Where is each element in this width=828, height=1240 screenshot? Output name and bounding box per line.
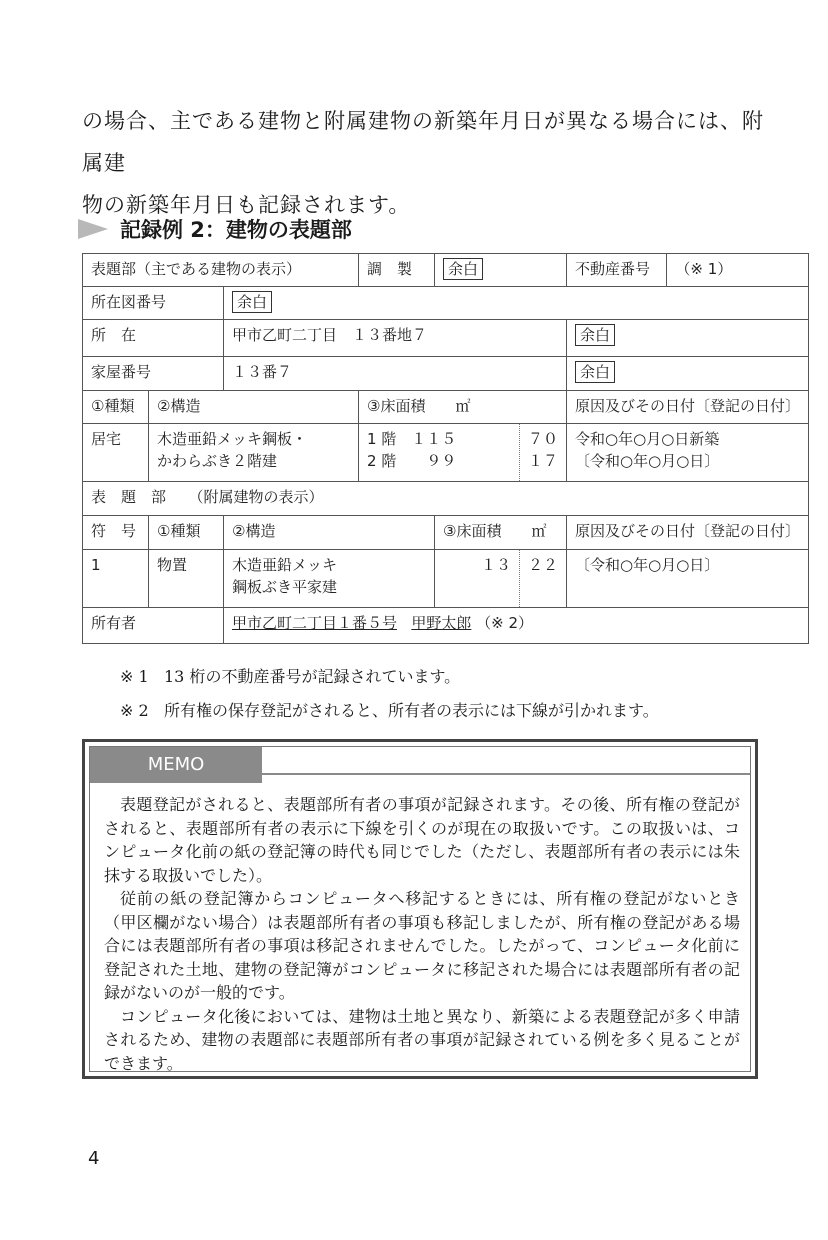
header-cell: ②構造 [224, 516, 435, 550]
row-value-cell [224, 287, 809, 320]
owner-note: （※ 2） [476, 614, 534, 632]
footnote-mark: ※ 1 [120, 667, 149, 686]
floor-area-cell [359, 424, 520, 482]
header-cell: 符 号 [83, 516, 149, 550]
owner-cell [224, 608, 809, 644]
floor-area-cell: １３ [435, 550, 520, 608]
footnote-text: 13 桁の不動産番号が記録されています。 [164, 667, 461, 686]
memo-paragraph: 従前の紙の登記簿からコンピュータへ移記するときには、所有権の登記がないとき（甲区欄がない場合）は表題部所有者の事項も移記しましたが、所有権の登記がある場合には表題部所有者の事項は移記されませんでした。したがって、コンピュータ化前に登記された土地、建物の登記簿がコンピュータに移記された場合には表題部所有者の記録がないのが一般的です。 [104, 889, 740, 1002]
floor-area-line: 1 階 １１５ [367, 430, 457, 448]
type-cell: 居宅 [83, 424, 149, 482]
floor-area-decimal: ２２ [520, 550, 567, 608]
memo-inner-frame [89, 746, 751, 1072]
floor-area-decimal-cell [520, 424, 567, 482]
structure-line: 鋼板ぶき平家建 [232, 578, 338, 596]
owner-name: 甲野太郎 [411, 614, 472, 632]
table-row [83, 357, 809, 391]
example-heading [78, 212, 352, 246]
structure-cell [224, 550, 435, 608]
annex-title: 表 題 部 （附属建物の表示） [83, 482, 809, 516]
footnote-mark: ※ 2 [120, 701, 149, 720]
cause-line: 〔令和○年○月○日〕 [575, 452, 720, 470]
location-value: 甲市乙町二丁目 １３番地７ [224, 320, 567, 357]
row-box-cell [567, 357, 809, 391]
footnote-text: 所有権の保存登記がされると、所有者の表示には下線が引かれます。 [164, 701, 659, 720]
title-cell: 表題部（主である建物の表示） [83, 254, 359, 287]
intro-paragraph [82, 100, 772, 226]
header-cell: ②構造 [149, 391, 359, 424]
header-cell: ③床面積 ㎡ [359, 391, 567, 424]
blank-box: 余白 [575, 361, 615, 383]
chousei-value-cell [435, 254, 567, 287]
example-heading-text: 記録例 2：建物の表題部 [120, 218, 352, 242]
table-row [83, 424, 809, 482]
cause-line: 令和○年○月○日新築 [575, 430, 720, 448]
structure-cell [149, 424, 359, 482]
owner-address: 甲市乙町二丁目１番５号 [232, 614, 398, 632]
header-cell: ①種類 [83, 391, 149, 424]
table-row [83, 482, 809, 516]
structure-line: 木造亜鉛メッキ鋼板・ [157, 430, 308, 448]
page-number: 4 [88, 1148, 100, 1169]
fudosan-label: 不動産番号 [567, 254, 667, 287]
arrow-icon [78, 219, 108, 239]
intro-line: の場合、主である建物と附属建物の新築年月日が異なる場合には、附属建 [82, 109, 764, 175]
cause-cell: 〔令和○年○月○日〕 [567, 550, 809, 608]
house-number-value: １３番７ [224, 357, 567, 391]
footnotes [120, 660, 800, 728]
fudosan-value: （※ 1） [667, 254, 809, 287]
row-label: 所 在 [83, 320, 224, 357]
floor-area-decimal: ７０ [528, 430, 559, 448]
table-row [83, 391, 809, 424]
header-cell: ①種類 [149, 516, 224, 550]
symbol-cell: 1 [83, 550, 149, 608]
type-cell: 物置 [149, 550, 224, 608]
table-row [83, 608, 809, 644]
footnote [120, 660, 800, 694]
header-cell: 原因及びその日付〔登記の日付〕 [567, 516, 809, 550]
row-label: 所有者 [83, 608, 224, 644]
intro-line: 物の新築年月日も記録されます。 [82, 193, 411, 217]
row-label: 所在図番号 [83, 287, 224, 320]
memo-paragraph: コンピュータ化後においては、建物は土地と異なり、新築による表題登記が多く申請されるため、建物の表題部に表題部所有者の事項が記録されている例を多く見ることができます。 [104, 1006, 740, 1073]
structure-line: かわらぶき２階建 [157, 452, 278, 470]
chousei-label: 調 製 [359, 254, 435, 287]
header-cell: 原因及びその日付〔登記の日付〕 [567, 391, 809, 424]
blank-box: 余白 [575, 324, 615, 346]
table-row [83, 550, 809, 608]
row-label: 家屋番号 [83, 357, 224, 391]
row-box-cell [567, 320, 809, 357]
table-row [83, 320, 809, 357]
memo-box [82, 739, 758, 1079]
structure-line: 木造亜鉛メッキ [232, 556, 338, 574]
memo-body [104, 793, 740, 1075]
footnote [120, 694, 800, 728]
memo-paragraph: 表題登記がされると、表題部所有者の事項が記録されます。その後、所有権の登記がされると、表題部所有者の表示に下線を引くのが現在の取扱いです。この取扱いは、コンピュータ化前の紙の登記簿の時代も同じでした（ただし、表題部所有者の表示には朱抹する取扱いでした）。 [104, 795, 740, 885]
memo-tag: MEMO [90, 747, 262, 783]
floor-area-decimal: １７ [528, 452, 559, 470]
table-row [83, 254, 809, 287]
blank-box: 余白 [443, 258, 483, 280]
floor-area-line: 2 階 ９９ [367, 452, 457, 470]
memo-divider [262, 773, 750, 775]
cause-cell [567, 424, 809, 482]
blank-box: 余白 [232, 291, 272, 313]
header-cell: ③床面積 ㎡ [435, 516, 567, 550]
table-row [83, 516, 809, 550]
table-row [83, 287, 809, 320]
building-register-table [82, 253, 809, 644]
